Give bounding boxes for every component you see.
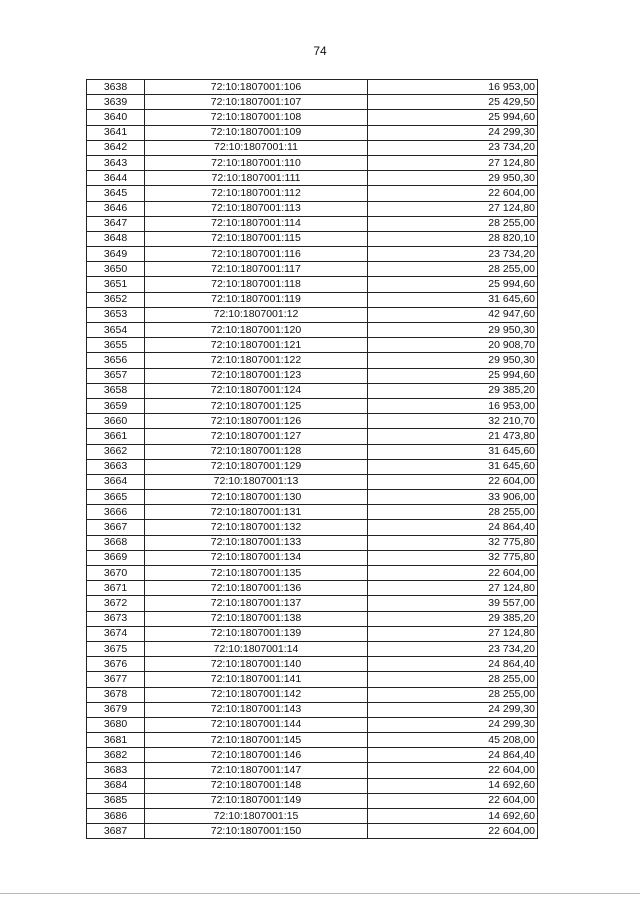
table-row — [87, 793, 538, 808]
value-cell: 23 734,20 — [368, 140, 538, 155]
value-cell: 24 299,30 — [368, 125, 538, 140]
cadastral-number-cell: 72:10:1807001:142 — [145, 687, 368, 702]
table-row — [87, 247, 538, 262]
table-row — [87, 672, 538, 687]
value-cell: 27 124,80 — [368, 201, 538, 216]
value-cell: 29 385,20 — [368, 611, 538, 626]
cadastral-number-cell: 72:10:1807001:144 — [145, 717, 368, 732]
table-row — [87, 140, 538, 155]
row-number-cell: 3649 — [87, 247, 145, 262]
value-cell: 32 775,80 — [368, 550, 538, 565]
row-number-cell: 3646 — [87, 201, 145, 216]
value-cell: 28 255,00 — [368, 262, 538, 277]
row-number-cell: 3653 — [87, 307, 145, 322]
cadastral-number-cell: 72:10:1807001:112 — [145, 186, 368, 201]
table-row — [87, 429, 538, 444]
value-cell: 23 734,20 — [368, 641, 538, 656]
table-row — [87, 277, 538, 292]
value-cell: 45 208,00 — [368, 733, 538, 748]
row-number-cell: 3675 — [87, 641, 145, 656]
value-cell: 27 124,80 — [368, 626, 538, 641]
row-number-cell: 3638 — [87, 80, 145, 95]
cadastral-number-cell: 72:10:1807001:129 — [145, 459, 368, 474]
value-cell: 27 124,80 — [368, 581, 538, 596]
value-cell: 24 864,40 — [368, 748, 538, 763]
table-row — [87, 216, 538, 231]
table-row — [87, 398, 538, 413]
table-row — [87, 338, 538, 353]
cadastral-number-cell: 72:10:1807001:146 — [145, 748, 368, 763]
row-number-cell: 3680 — [87, 717, 145, 732]
value-cell: 29 950,30 — [368, 353, 538, 368]
value-cell: 16 953,00 — [368, 398, 538, 413]
row-number-cell: 3663 — [87, 459, 145, 474]
cadastral-number-cell: 72:10:1807001:132 — [145, 520, 368, 535]
cadastral-number-cell: 72:10:1807001:147 — [145, 763, 368, 778]
row-number-cell: 3644 — [87, 171, 145, 186]
cadastral-number-cell: 72:10:1807001:139 — [145, 626, 368, 641]
cadastral-number-cell: 72:10:1807001:118 — [145, 277, 368, 292]
table-row — [87, 307, 538, 322]
table-row — [87, 550, 538, 565]
cadastral-number-cell: 72:10:1807001:13 — [145, 474, 368, 489]
row-number-cell: 3667 — [87, 520, 145, 535]
table-row — [87, 535, 538, 550]
cadastral-number-cell: 72:10:1807001:111 — [145, 171, 368, 186]
row-number-cell: 3643 — [87, 155, 145, 170]
value-cell: 32 775,80 — [368, 535, 538, 550]
row-number-cell: 3647 — [87, 216, 145, 231]
row-number-cell: 3664 — [87, 474, 145, 489]
value-cell: 29 385,20 — [368, 383, 538, 398]
value-cell: 28 255,00 — [368, 687, 538, 702]
value-cell: 22 604,00 — [368, 763, 538, 778]
table-row — [87, 383, 538, 398]
cadastral-number-cell: 72:10:1807001:145 — [145, 733, 368, 748]
row-number-cell: 3677 — [87, 672, 145, 687]
table-row — [87, 717, 538, 732]
table-row — [87, 490, 538, 505]
value-cell: 24 299,30 — [368, 717, 538, 732]
cadastral-number-cell: 72:10:1807001:117 — [145, 262, 368, 277]
table-row — [87, 292, 538, 307]
cadastral-number-cell: 72:10:1807001:120 — [145, 323, 368, 338]
value-cell: 42 947,60 — [368, 307, 538, 322]
row-number-cell: 3658 — [87, 383, 145, 398]
cadastral-number-cell: 72:10:1807001:106 — [145, 80, 368, 95]
cadastral-number-cell: 72:10:1807001:128 — [145, 444, 368, 459]
value-cell: 25 994,60 — [368, 368, 538, 383]
table-row — [87, 368, 538, 383]
cadastral-number-cell: 72:10:1807001:115 — [145, 231, 368, 246]
row-number-cell: 3648 — [87, 231, 145, 246]
page-bottom-edge — [0, 893, 640, 894]
row-number-cell: 3682 — [87, 748, 145, 763]
row-number-cell: 3686 — [87, 809, 145, 824]
row-number-cell: 3655 — [87, 338, 145, 353]
value-cell: 28 255,00 — [368, 216, 538, 231]
row-number-cell: 3657 — [87, 368, 145, 383]
table-row — [87, 520, 538, 535]
cadastral-number-cell: 72:10:1807001:140 — [145, 657, 368, 672]
value-cell: 21 473,80 — [368, 429, 538, 444]
table-row — [87, 687, 538, 702]
table-row — [87, 581, 538, 596]
table-row — [87, 626, 538, 641]
value-cell: 24 299,30 — [368, 702, 538, 717]
row-number-cell: 3670 — [87, 566, 145, 581]
value-cell: 33 906,00 — [368, 490, 538, 505]
cadastral-number-cell: 72:10:1807001:131 — [145, 505, 368, 520]
row-number-cell: 3661 — [87, 429, 145, 444]
table-row — [87, 657, 538, 672]
row-number-cell: 3640 — [87, 110, 145, 125]
row-number-cell: 3666 — [87, 505, 145, 520]
value-cell: 22 604,00 — [368, 824, 538, 839]
cadastral-number-cell: 72:10:1807001:123 — [145, 368, 368, 383]
value-cell: 25 429,50 — [368, 95, 538, 110]
table-body — [87, 80, 538, 839]
table-row — [87, 596, 538, 611]
row-number-cell: 3641 — [87, 125, 145, 140]
row-number-cell: 3681 — [87, 733, 145, 748]
table-row — [87, 231, 538, 246]
row-number-cell: 3669 — [87, 550, 145, 565]
table-row — [87, 323, 538, 338]
table-row — [87, 824, 538, 839]
value-cell: 32 210,70 — [368, 414, 538, 429]
table-row — [87, 186, 538, 201]
table-row — [87, 353, 538, 368]
row-number-cell: 3687 — [87, 824, 145, 839]
value-cell: 31 645,60 — [368, 292, 538, 307]
cadastral-number-cell: 72:10:1807001:14 — [145, 641, 368, 656]
cadastral-number-cell: 72:10:1807001:137 — [145, 596, 368, 611]
cadastral-number-cell: 72:10:1807001:110 — [145, 155, 368, 170]
row-number-cell: 3652 — [87, 292, 145, 307]
row-number-cell: 3642 — [87, 140, 145, 155]
cadastral-number-cell: 72:10:1807001:134 — [145, 550, 368, 565]
cadastral-number-cell: 72:10:1807001:121 — [145, 338, 368, 353]
cadastral-number-cell: 72:10:1807001:143 — [145, 702, 368, 717]
cadastral-number-cell: 72:10:1807001:133 — [145, 535, 368, 550]
table-row — [87, 155, 538, 170]
value-cell: 25 994,60 — [368, 110, 538, 125]
table-row — [87, 611, 538, 626]
row-number-cell: 3674 — [87, 626, 145, 641]
row-number-cell: 3659 — [87, 398, 145, 413]
cadastral-number-cell: 72:10:1807001:136 — [145, 581, 368, 596]
cadastral-number-cell: 72:10:1807001:149 — [145, 793, 368, 808]
row-number-cell: 3654 — [87, 323, 145, 338]
table-row — [87, 125, 538, 140]
table-row — [87, 459, 538, 474]
table-row — [87, 641, 538, 656]
cadastral-number-cell: 72:10:1807001:113 — [145, 201, 368, 216]
value-cell: 16 953,00 — [368, 80, 538, 95]
cadastral-number-cell: 72:10:1807001:122 — [145, 353, 368, 368]
cadastral-number-cell: 72:10:1807001:130 — [145, 490, 368, 505]
row-number-cell: 3684 — [87, 778, 145, 793]
table-row — [87, 414, 538, 429]
cadastral-number-cell: 72:10:1807001:114 — [145, 216, 368, 231]
row-number-cell: 3639 — [87, 95, 145, 110]
value-cell: 25 994,60 — [368, 277, 538, 292]
cadastral-number-cell: 72:10:1807001:124 — [145, 383, 368, 398]
page-number: 74 — [313, 44, 327, 58]
table-row — [87, 474, 538, 489]
cadastral-value-table — [86, 79, 538, 839]
row-number-cell: 3673 — [87, 611, 145, 626]
value-cell: 29 950,30 — [368, 323, 538, 338]
cadastral-number-cell: 72:10:1807001:127 — [145, 429, 368, 444]
value-cell: 31 645,60 — [368, 459, 538, 474]
row-number-cell: 3683 — [87, 763, 145, 778]
row-number-cell: 3645 — [87, 186, 145, 201]
table-row — [87, 262, 538, 277]
value-cell: 29 950,30 — [368, 171, 538, 186]
cadastral-number-cell: 72:10:1807001:109 — [145, 125, 368, 140]
cadastral-number-cell: 72:10:1807001:141 — [145, 672, 368, 687]
row-number-cell: 3679 — [87, 702, 145, 717]
row-number-cell: 3662 — [87, 444, 145, 459]
cadastral-number-cell: 72:10:1807001:148 — [145, 778, 368, 793]
cadastral-number-cell: 72:10:1807001:126 — [145, 414, 368, 429]
cadastral-number-cell: 72:10:1807001:108 — [145, 110, 368, 125]
cadastral-number-cell: 72:10:1807001:135 — [145, 566, 368, 581]
row-number-cell: 3671 — [87, 581, 145, 596]
value-cell: 24 864,40 — [368, 657, 538, 672]
cadastral-number-cell: 72:10:1807001:119 — [145, 292, 368, 307]
table-row — [87, 444, 538, 459]
table-row — [87, 80, 538, 95]
table-row — [87, 110, 538, 125]
value-cell: 14 692,60 — [368, 778, 538, 793]
value-cell: 39 557,00 — [368, 596, 538, 611]
value-cell: 24 864,40 — [368, 520, 538, 535]
cadastral-number-cell: 72:10:1807001:150 — [145, 824, 368, 839]
cadastral-number-cell: 72:10:1807001:12 — [145, 307, 368, 322]
value-cell: 22 604,00 — [368, 474, 538, 489]
cadastral-number-cell: 72:10:1807001:138 — [145, 611, 368, 626]
value-cell: 23 734,20 — [368, 247, 538, 262]
value-cell: 22 604,00 — [368, 186, 538, 201]
table-row — [87, 733, 538, 748]
row-number-cell: 3678 — [87, 687, 145, 702]
table-row — [87, 171, 538, 186]
table-row — [87, 778, 538, 793]
row-number-cell: 3656 — [87, 353, 145, 368]
value-cell: 31 645,60 — [368, 444, 538, 459]
cadastral-number-cell: 72:10:1807001:15 — [145, 809, 368, 824]
table-row — [87, 566, 538, 581]
row-number-cell: 3665 — [87, 490, 145, 505]
row-number-cell: 3685 — [87, 793, 145, 808]
value-cell: 20 908,70 — [368, 338, 538, 353]
value-cell: 28 255,00 — [368, 505, 538, 520]
row-number-cell: 3672 — [87, 596, 145, 611]
table-row — [87, 809, 538, 824]
table-row — [87, 505, 538, 520]
table-row — [87, 702, 538, 717]
table-row — [87, 95, 538, 110]
value-cell: 22 604,00 — [368, 566, 538, 581]
value-cell: 27 124,80 — [368, 155, 538, 170]
table-row — [87, 201, 538, 216]
cadastral-number-cell: 72:10:1807001:125 — [145, 398, 368, 413]
value-cell: 28 255,00 — [368, 672, 538, 687]
value-cell: 22 604,00 — [368, 793, 538, 808]
row-number-cell: 3660 — [87, 414, 145, 429]
cadastral-number-cell: 72:10:1807001:107 — [145, 95, 368, 110]
table-row — [87, 748, 538, 763]
cadastral-number-cell: 72:10:1807001:116 — [145, 247, 368, 262]
row-number-cell: 3651 — [87, 277, 145, 292]
row-number-cell: 3668 — [87, 535, 145, 550]
value-cell: 28 820,10 — [368, 231, 538, 246]
row-number-cell: 3676 — [87, 657, 145, 672]
value-cell: 14 692,60 — [368, 809, 538, 824]
row-number-cell: 3650 — [87, 262, 145, 277]
cadastral-number-cell: 72:10:1807001:11 — [145, 140, 368, 155]
table-row — [87, 763, 538, 778]
